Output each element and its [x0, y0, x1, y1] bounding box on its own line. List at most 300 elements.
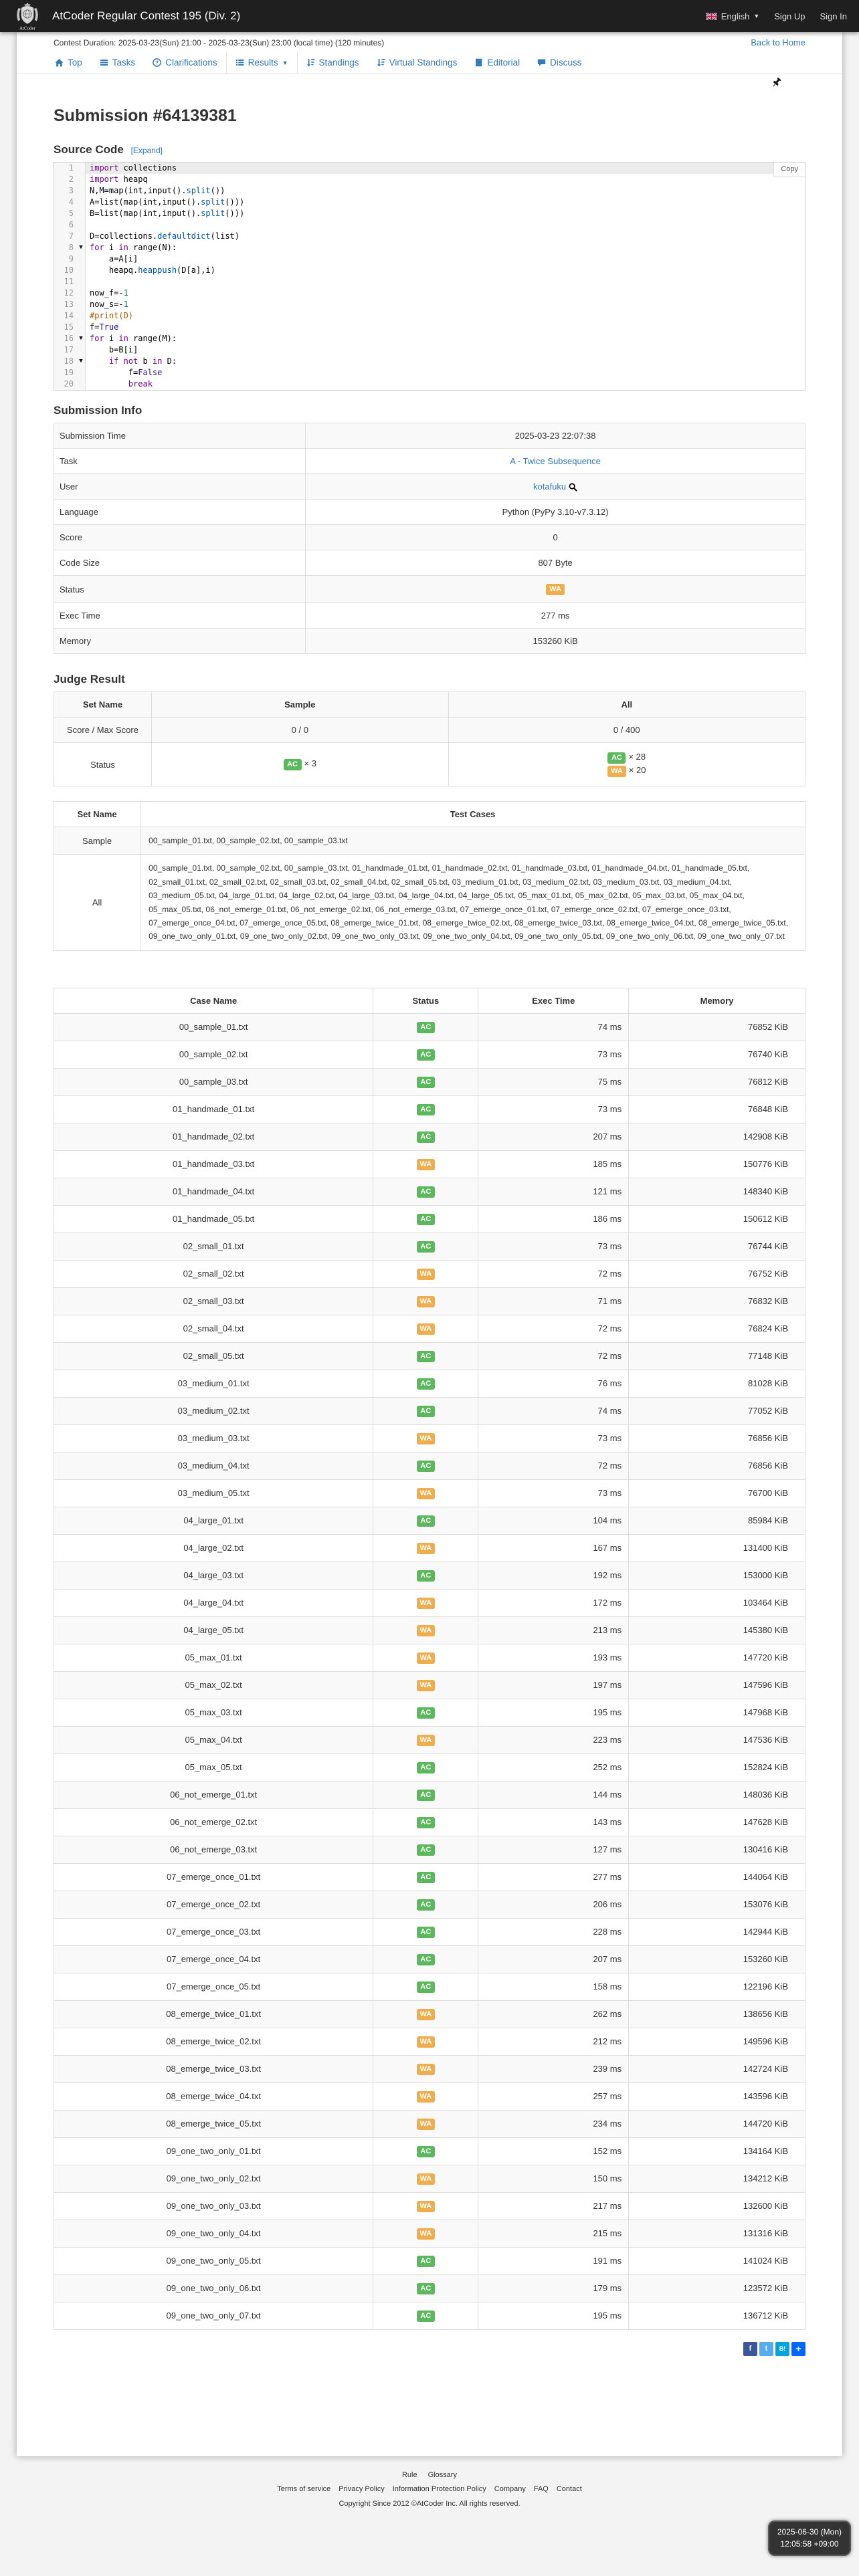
test-case-files: 00_sample_01.txt, 00_sample_02.txt, 00_sample_03.txt, 01_handmade_01.txt, 01_handmade_02.txt, 01_handmade_03.txt, 01_handmade_04.txt, 01_handmade_05.txt, 02_small_01.txt, 02_small_02.txt, 02_small_03.txt, 02_small_04.txt, 02_small_05.txt, 03_medium_01.txt, 03_medium_02.txt, 03_medium_03.txt, 03_medium_04.txt, 03_medium_05.txt, 04_large_01.txt, 04_large_02.txt, 04_large_03.txt, 04_large_04.txt, 04_large_05.txt, 05_max_01.txt, 05_max_02.txt, 05_max_03.txt, 05_max_04.txt, 05_max_05.txt, 06_not_emerge_01.txt, 06_not_emerge_02.txt, 06_not_emerge_03.txt, 07_emerge_once_01.txt, 07_emerge_once_02.txt, 07_emerge_once_03.txt, 07_emerge_once_04.txt, 07_emerge_once_05.txt, 08_emerge_twice_01.txt, 08_emerge_twice_02.txt, 08_emerge_twice_03.txt, 08_emerge_twice_04.txt, 08_emerge_twice_05.txt, 09_one_two_only_01.txt, 09_one_two_only_02.txt, 09_one_two_only_03.txt, 09_one_two_only_04.txt, 09_one_two_only_05.txt, 09_one_two_only_06.txt, 09_one_two_only_07.txt	[140, 855, 805, 950]
case-name: 03_medium_04.txt	[54, 1452, 373, 1479]
case-exec-time: 191 ms	[478, 2247, 629, 2274]
code-text: D=collections.defaultdict(list)	[90, 231, 240, 241]
status-badge-ac: AC	[417, 1762, 435, 1774]
code-line	[54, 253, 805, 265]
table-row	[54, 1041, 805, 1068]
info-value	[306, 474, 805, 500]
case-exec-time: 152 ms	[478, 2137, 629, 2165]
info-value: 153260 KiB	[306, 629, 805, 654]
judge-score-value: 0 / 400	[448, 718, 805, 743]
status-badge-wa: WA	[417, 2173, 436, 2185]
line-number: 15	[54, 322, 77, 333]
fold-marker	[77, 174, 86, 185]
nav-item-clarifications[interactable]	[144, 51, 225, 74]
case-status	[373, 2302, 478, 2329]
line-number: 1	[54, 163, 77, 174]
case-memory: 76852 KiB	[629, 1013, 805, 1041]
fold-marker[interactable]: ▼	[77, 333, 86, 344]
case-exec-time: 104 ms	[478, 1507, 629, 1534]
search-icon[interactable]	[569, 483, 577, 492]
case-name: 02_small_05.txt	[54, 1342, 373, 1370]
info-row	[54, 525, 805, 550]
facebook-share-icon[interactable]: f	[743, 2342, 757, 2356]
table-row	[54, 1644, 805, 1671]
status-badge-ac: AC	[417, 1927, 435, 1938]
case-status	[373, 2082, 478, 2110]
twitter-share-icon[interactable]: t	[759, 2342, 773, 2356]
case-status	[373, 2110, 478, 2137]
page-title: Submission #64139381	[54, 106, 237, 125]
table-row	[54, 1973, 805, 2000]
case-status	[373, 1562, 478, 1589]
case-name: 02_small_04.txt	[54, 1315, 373, 1342]
case-name: 06_not_emerge_02.txt	[54, 1808, 373, 1836]
status-count	[157, 758, 443, 770]
status-badge-ac: AC	[417, 1378, 435, 1390]
nav-item-virtual-standings[interactable]	[368, 51, 466, 74]
plus-share-icon[interactable]: +	[791, 2342, 805, 2356]
table-row	[54, 1424, 805, 1452]
case-exec-time: 257 ms	[478, 2082, 629, 2110]
case-status	[373, 1150, 478, 1178]
nav-item-label: Discuss	[550, 58, 582, 68]
case-exec-time: 73 ms	[478, 1232, 629, 1260]
code-text: N,M=map(int,input().split())	[90, 186, 225, 195]
source-code-heading	[54, 143, 805, 156]
code-text: now_s=-1	[90, 300, 128, 309]
code-text: A=list(map(int,input().split()))	[90, 197, 245, 207]
svg-text:AtCoder: AtCoder	[19, 26, 35, 31]
task-link[interactable]: A - Twice Subsequence	[510, 456, 601, 466]
case-name: 05_max_01.txt	[54, 1644, 373, 1671]
code-line	[54, 174, 805, 185]
case-name: 01_handmade_02.txt	[54, 1123, 373, 1150]
case-status	[373, 1452, 478, 1479]
case-name: 09_one_two_only_07.txt	[54, 2302, 373, 2329]
case-exec-time: 212 ms	[478, 2028, 629, 2055]
code-line	[54, 367, 805, 379]
table-row	[54, 1781, 805, 1808]
line-number: 10	[54, 265, 77, 276]
case-memory: 143596 KiB	[629, 2082, 805, 2110]
case-exec-time: 195 ms	[478, 2302, 629, 2329]
case-name: 09_one_two_only_03.txt	[54, 2192, 373, 2220]
code-line	[54, 379, 805, 390]
nav-item-discuss[interactable]	[529, 51, 590, 74]
info-value: 0	[306, 525, 805, 550]
line-number: 6	[54, 219, 77, 231]
case-memory: 122196 KiB	[629, 1973, 805, 2000]
case-status	[373, 1891, 478, 1918]
status-badge-wa: WA	[417, 2036, 436, 2048]
status-badge-wa: WA	[417, 2119, 436, 2130]
case-status	[373, 1095, 478, 1123]
case-memory: 130416 KiB	[629, 1836, 805, 1863]
case-status	[373, 1013, 478, 1041]
table-row	[54, 1808, 805, 1836]
table-row	[54, 1507, 805, 1534]
case-status	[373, 1699, 478, 1726]
code-line	[54, 163, 805, 174]
case-memory: 145380 KiB	[629, 1616, 805, 1644]
code-editor[interactable]	[54, 162, 805, 391]
sign-in-link[interactable]: Sign In	[820, 11, 847, 21]
case-memory: 149596 KiB	[629, 2028, 805, 2055]
info-value: 807 Byte	[306, 550, 805, 576]
status-badge-ac: AC	[417, 1104, 435, 1115]
case-memory: 132600 KiB	[629, 2192, 805, 2220]
table-row	[54, 1918, 805, 1945]
case-memory: 147628 KiB	[629, 1808, 805, 1836]
status-count-text: × 28	[628, 752, 646, 762]
line-number: 9	[54, 253, 77, 265]
home-icon	[55, 58, 64, 67]
case-exec-time: 179 ms	[478, 2274, 629, 2302]
nav-item-label: Standings	[318, 58, 359, 68]
case-exec-time: 73 ms	[478, 1041, 629, 1068]
case-exec-time: 192 ms	[478, 1562, 629, 1589]
case-name: 02_small_03.txt	[54, 1287, 373, 1315]
code-line	[54, 231, 805, 242]
set-name: All	[54, 855, 140, 950]
table-row	[54, 1671, 805, 1699]
case-status	[373, 2028, 478, 2055]
code-line	[54, 208, 805, 219]
footer-link-rule[interactable]: Rule	[401, 2470, 417, 2479]
fold-marker[interactable]: ▼	[77, 356, 86, 367]
status-count-text: × 3	[304, 758, 316, 768]
status-badge-wa: WA	[417, 2091, 436, 2103]
clock-widget	[768, 2520, 851, 2556]
status-count	[454, 752, 799, 764]
case-status	[373, 2000, 478, 2028]
case-name: 04_large_02.txt	[54, 1534, 373, 1562]
line-number: 7	[54, 231, 77, 242]
case-name: 09_one_two_only_05.txt	[54, 2247, 373, 2274]
caret-down-icon: ▼	[282, 59, 288, 66]
code-line	[54, 356, 805, 367]
line-number: 14	[54, 310, 77, 322]
status-badge-ac: AC	[417, 1214, 435, 1225]
case-exec-time: 206 ms	[478, 1891, 629, 1918]
expand-code-link[interactable]: [Expand]	[130, 146, 163, 155]
top-navbar	[0, 0, 859, 32]
case-exec-time: 213 ms	[478, 1616, 629, 1644]
case-exec-time: 252 ms	[478, 1753, 629, 1781]
case-exec-time: 167 ms	[478, 1534, 629, 1562]
judge-header-cell: Set Name	[54, 692, 152, 718]
case-status	[373, 2220, 478, 2247]
case-name: 03_medium_05.txt	[54, 1479, 373, 1507]
case-exec-time: 121 ms	[478, 1178, 629, 1205]
code-line	[54, 276, 805, 288]
status-badge-ac: AC	[417, 1872, 435, 1883]
code-text: f=True	[90, 322, 119, 332]
question-icon	[153, 58, 161, 67]
case-status	[373, 1424, 478, 1452]
table-row	[54, 1095, 805, 1123]
case-status	[373, 2247, 478, 2274]
language-selector[interactable]	[706, 11, 760, 21]
info-label: Submission Time	[54, 423, 306, 449]
status-badge-ac: AC	[417, 1077, 435, 1088]
case-exec-time: 127 ms	[478, 1836, 629, 1863]
case-exec-time: 228 ms	[478, 1918, 629, 1945]
case-memory: 85984 KiB	[629, 1507, 805, 1534]
case-exec-time: 158 ms	[478, 1973, 629, 2000]
cases-row	[54, 827, 805, 855]
status-badge-wa: WA	[417, 1159, 436, 1170]
case-memory: 77052 KiB	[629, 1397, 805, 1424]
fold-marker	[77, 197, 86, 208]
case-name: 01_handmade_05.txt	[54, 1205, 373, 1232]
case-memory: 142724 KiB	[629, 2055, 805, 2082]
table-row	[54, 1452, 805, 1479]
case-memory: 81028 KiB	[629, 1370, 805, 1397]
footer-link-glossary[interactable]: Glossary	[427, 2470, 458, 2479]
test-cases-table	[54, 801, 805, 951]
code-text: f=False	[90, 368, 163, 377]
language-label: English	[721, 11, 750, 21]
status-badge-ac: AC	[417, 1351, 435, 1362]
status-badge-ac: AC	[417, 1132, 435, 1143]
case-name: 07_emerge_once_04.txt	[54, 1945, 373, 1973]
status-badge-ac: AC	[417, 1817, 435, 1828]
case-status	[373, 1370, 478, 1397]
case-exec-time: 207 ms	[478, 1123, 629, 1150]
nav-item-label: Clarifications	[165, 58, 217, 68]
brand[interactable]	[12, 1, 240, 31]
case-memory: 144064 KiB	[629, 1863, 805, 1891]
results-header-cell: Status	[373, 988, 478, 1013]
back-to-home-link[interactable]: Back to Home	[751, 37, 805, 47]
status-badge-wa: WA	[607, 766, 626, 777]
copy-code-button[interactable]: Copy	[773, 163, 805, 177]
case-memory: 148036 KiB	[629, 1781, 805, 1808]
judge-score-label: Score / Max Score	[54, 718, 152, 743]
code-line	[54, 219, 805, 231]
case-memory: 147536 KiB	[629, 1726, 805, 1753]
table-row	[54, 2302, 805, 2329]
info-value: Python (PyPy 3.10-v7.3.12)	[306, 500, 805, 525]
code-line	[54, 265, 805, 276]
table-row	[54, 1150, 805, 1178]
case-exec-time: 239 ms	[478, 2055, 629, 2082]
code-line	[54, 344, 805, 356]
line-number: 17	[54, 344, 77, 356]
footer-link-faq[interactable]: FAQ	[533, 2484, 549, 2493]
submission-info-heading: Submission Info	[54, 404, 142, 417]
code-line	[54, 299, 805, 310]
case-status	[373, 1287, 478, 1315]
case-memory: 147720 KiB	[629, 1644, 805, 1671]
case-results-table	[54, 988, 805, 2330]
nav-item-results[interactable]	[226, 51, 298, 74]
status-count-text: × 20	[628, 765, 646, 775]
fold-marker	[77, 344, 86, 356]
status-badge-ac: AC	[417, 1954, 435, 1965]
sort-icon	[377, 58, 385, 67]
case-exec-time: 217 ms	[478, 2192, 629, 2220]
nav-item-tasks[interactable]	[91, 51, 145, 74]
info-label: Exec Time	[54, 603, 306, 629]
nav-item-label: Virtual Standings	[389, 58, 458, 68]
case-exec-time: 234 ms	[478, 2110, 629, 2137]
judge-status-row	[54, 743, 805, 786]
case-memory: 142908 KiB	[629, 1123, 805, 1150]
table-row	[54, 1068, 805, 1095]
code-text: #print(D)	[90, 311, 134, 320]
fold-marker	[77, 219, 86, 231]
status-badge-ac: AC	[417, 1241, 435, 1253]
case-name: 04_large_03.txt	[54, 1562, 373, 1589]
case-memory: 141024 KiB	[629, 2247, 805, 2274]
table-row	[54, 1726, 805, 1753]
code-line	[54, 333, 805, 344]
code-text	[86, 276, 805, 288]
fold-marker	[77, 265, 86, 276]
uk-flag-icon	[706, 13, 717, 20]
case-status	[373, 1918, 478, 1945]
table-row	[54, 2000, 805, 2028]
case-exec-time: 197 ms	[478, 1671, 629, 1699]
info-value: 277 ms	[306, 603, 805, 629]
case-name: 05_max_05.txt	[54, 1753, 373, 1781]
clock-time: 12:05:58 +09:00	[780, 2539, 839, 2549]
case-name: 08_emerge_twice_02.txt	[54, 2028, 373, 2055]
case-memory: 131400 KiB	[629, 1534, 805, 1562]
table-row	[54, 1232, 805, 1260]
case-status	[373, 1589, 478, 1616]
user-link[interactable]: kotafuku	[533, 481, 567, 492]
table-row	[54, 1287, 805, 1315]
info-label: Memory	[54, 629, 306, 654]
judge-header-cell: Sample	[151, 692, 448, 718]
code-lines	[54, 163, 805, 390]
status-badge-wa: WA	[417, 2228, 436, 2240]
book-icon	[474, 58, 483, 67]
case-status	[373, 1973, 478, 2000]
case-memory: 148340 KiB	[629, 1178, 805, 1205]
case-memory: 76856 KiB	[629, 1424, 805, 1452]
footer-link-company[interactable]: Company	[494, 2484, 526, 2493]
status-badge-wa: WA	[417, 1735, 436, 1746]
status-badge-ac: AC	[417, 1844, 435, 1856]
status-badge-ac: AC	[417, 2311, 435, 2322]
status-badge-ac: AC	[417, 2146, 435, 2157]
sign-up-link[interactable]: Sign Up	[774, 11, 805, 21]
info-row	[54, 449, 805, 474]
line-number: 19	[54, 367, 77, 379]
case-memory: 76700 KiB	[629, 1479, 805, 1507]
case-name: 07_emerge_once_05.txt	[54, 1973, 373, 2000]
case-name: 07_emerge_once_02.txt	[54, 1891, 373, 1918]
case-status	[373, 1753, 478, 1781]
nav-item-top[interactable]	[46, 51, 91, 74]
info-row	[54, 550, 805, 576]
code-text: now_f=-1	[90, 288, 128, 298]
table-row	[54, 1534, 805, 1562]
line-number: 16	[54, 333, 77, 344]
case-name: 07_emerge_once_01.txt	[54, 1863, 373, 1891]
table-row	[54, 1589, 805, 1616]
case-status	[373, 1616, 478, 1644]
footer-link-contact[interactable]: Contact	[556, 2484, 582, 2493]
case-memory: 153000 KiB	[629, 1562, 805, 1589]
status-badge-wa: WA	[417, 2009, 436, 2020]
case-exec-time: 277 ms	[478, 1863, 629, 1891]
status-badge-ac: AC	[417, 1461, 435, 1472]
case-status	[373, 1863, 478, 1891]
footer-link-privacy-policy[interactable]: Privacy Policy	[339, 2484, 385, 2493]
case-status	[373, 2137, 478, 2165]
table-row	[54, 1836, 805, 1863]
case-status	[373, 1205, 478, 1232]
status-badge-ac: AC	[417, 2256, 435, 2267]
fold-marker[interactable]: ▼	[77, 242, 86, 253]
table-row	[54, 1123, 805, 1150]
table-row	[54, 1616, 805, 1644]
table-row	[54, 1178, 805, 1205]
line-number: 11	[54, 276, 77, 288]
case-name: 09_one_two_only_02.txt	[54, 2165, 373, 2192]
footer-link-terms-of-service[interactable]: Terms of service	[277, 2484, 331, 2493]
code-line	[54, 185, 805, 197]
nav-item-standings[interactable]	[298, 51, 368, 74]
case-memory: 150776 KiB	[629, 1150, 805, 1178]
code-text	[86, 219, 805, 231]
case-name: 08_emerge_twice_05.txt	[54, 2110, 373, 2137]
judge-result-heading: Judge Result	[54, 673, 125, 685]
table-row	[54, 2247, 805, 2274]
main-card	[17, 32, 842, 2456]
case-exec-time: 73 ms	[478, 1479, 629, 1507]
line-number: 5	[54, 208, 77, 219]
code-text: a=A[i]	[90, 254, 138, 263]
pin-icon[interactable]	[771, 77, 782, 88]
case-name: 02_small_01.txt	[54, 1232, 373, 1260]
footer-link-information-protection-policy[interactable]: Information Protection Policy	[392, 2484, 486, 2493]
nav-item-editorial[interactable]	[466, 51, 529, 74]
info-value	[306, 449, 805, 474]
fold-marker	[77, 231, 86, 242]
case-exec-time: 223 ms	[478, 1726, 629, 1753]
case-memory: 136712 KiB	[629, 2302, 805, 2329]
fold-marker	[77, 367, 86, 379]
case-status	[373, 1232, 478, 1260]
case-memory: 76812 KiB	[629, 1068, 805, 1095]
case-exec-time: 185 ms	[478, 1150, 629, 1178]
fold-marker	[77, 185, 86, 197]
case-memory: 134164 KiB	[629, 2137, 805, 2165]
case-status	[373, 1041, 478, 1068]
status-badge-ac: AC	[607, 752, 626, 764]
table-row	[54, 2165, 805, 2192]
hatena-share-icon[interactable]: B!	[775, 2342, 789, 2356]
table-row	[54, 1342, 805, 1370]
status-badge-ac: AC	[417, 1186, 435, 1198]
case-status	[373, 1781, 478, 1808]
case-name: 03_medium_02.txt	[54, 1397, 373, 1424]
case-name: 05_max_02.txt	[54, 1671, 373, 1699]
status-badge-wa: WA	[417, 1625, 436, 1636]
case-status	[373, 1315, 478, 1342]
fold-marker	[77, 208, 86, 219]
case-name: 00_sample_02.txt	[54, 1041, 373, 1068]
results-header-cell: Case Name	[54, 988, 373, 1013]
judge-status-cell	[151, 743, 448, 786]
case-name: 01_handmade_03.txt	[54, 1150, 373, 1178]
